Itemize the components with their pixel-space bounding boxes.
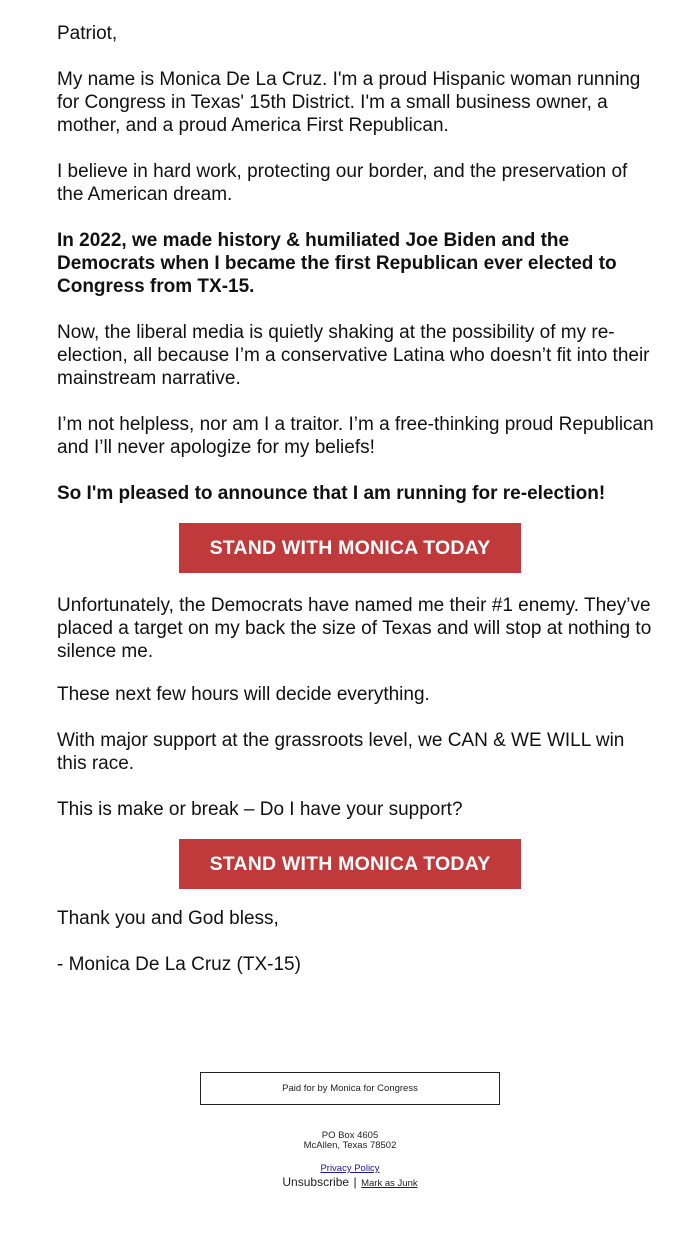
signature: - Monica De La Cruz (TX-15) <box>57 954 301 975</box>
unsubscribe-link[interactable]: Unsubscribe <box>282 1175 350 1189</box>
beliefs-statement-paragraph: I’m not helpless, nor am I a traitor. I’m a free-thinking proud Republican and I’ll never apologize for my beliefs! <box>57 414 654 458</box>
address-line-2: McAllen, Texas 78502 <box>303 1140 397 1151</box>
intro-paragraph: My name is Monica De La Cruz. I'm a proud Hispanic woman running for Congress in Texas' 15th District. I'm a small business owner, a mother, and a proud America First Republican. <box>57 69 641 136</box>
stand-with-monica-button-2[interactable]: STAND WITH MONICA TODAY <box>179 839 521 889</box>
enemy-paragraph: Unfortunately, the Democrats have named me their #1 enemy. They’ve placed a target on my back the size of Texas and will stop at nothing to silence me. <box>57 595 652 662</box>
grassroots-paragraph: With major support at the grassroots level, we CAN & WE WILL win this race. <box>57 730 625 774</box>
history-paragraph: In 2022, we made history & humiliated Joe Biden and the Democrats when I became the first Republican ever elected to Congress from TX-15. <box>57 230 617 297</box>
greeting: Patriot, <box>57 23 118 44</box>
mark-as-junk-link[interactable]: Mark as Junk <box>361 1178 418 1189</box>
footer-links <box>0 1175 700 1191</box>
hours-paragraph: These next few hours will decide everything. <box>57 684 430 705</box>
announcement-paragraph: So I'm pleased to announce that I am running for re-election! <box>57 483 606 504</box>
beliefs-paragraph: I believe in hard work, protecting our border, and the preservation of the American dream. <box>57 161 628 205</box>
stand-with-monica-button[interactable]: STAND WITH MONICA TODAY <box>179 523 521 573</box>
address-line-1: PO Box 4605 <box>321 1130 379 1141</box>
paid-for-disclaimer: Paid for by Monica for Congress <box>200 1072 500 1105</box>
media-paragraph: Now, the liberal media is quietly shaking at the possibility of my re-election, all because I’m a conservative Latina who doesn’t fit into their mainstream narrative. <box>57 322 650 389</box>
support-question-paragraph: This is make or break – Do I have your support? <box>57 799 463 820</box>
privacy-policy-link[interactable]: Privacy Policy <box>320 1163 380 1174</box>
link-separator: | <box>353 1175 357 1189</box>
closing: Thank you and God bless, <box>57 908 279 929</box>
